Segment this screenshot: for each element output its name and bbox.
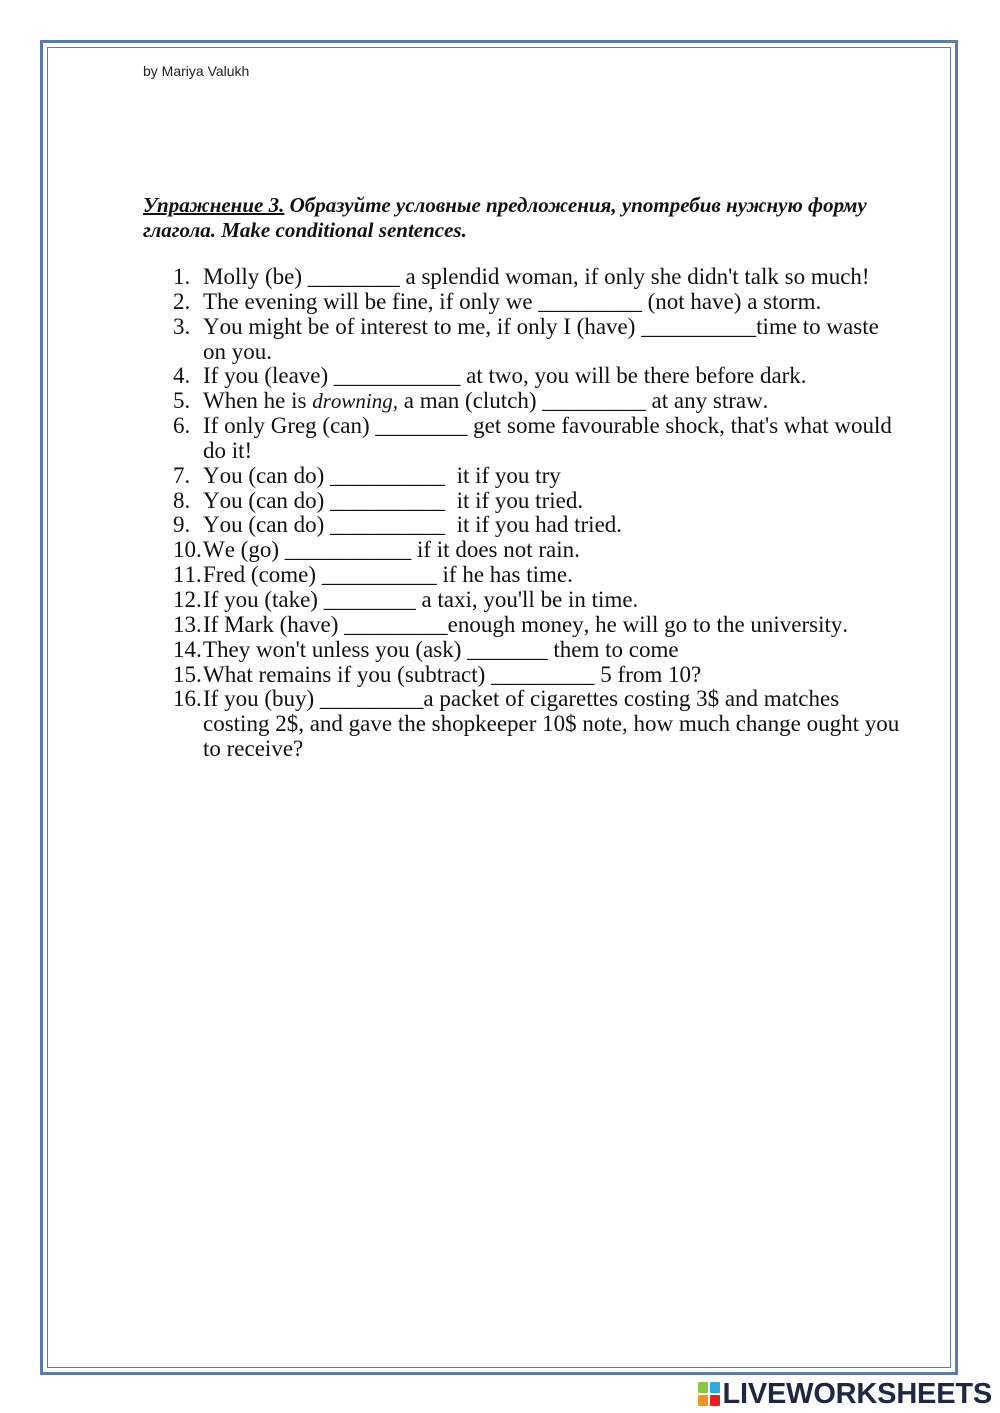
item-text: [203, 414, 892, 464]
item-number: 8.: [173, 487, 191, 513]
item-text: [203, 588, 638, 613]
item-text-line: If Mark (have) _________enough money, he will go to the university.: [203, 611, 849, 637]
exercise-heading-line-1: [143, 193, 867, 218]
item-number: 5.: [173, 388, 191, 414]
item-number: 2.: [173, 288, 191, 314]
liveworksheets-logo-icon: [698, 1382, 720, 1406]
item-number: 3.: [173, 313, 191, 339]
logo-tile: [698, 1395, 708, 1406]
liveworksheets-watermark[interactable]: [698, 1379, 993, 1409]
item-text: [203, 538, 580, 563]
item-text-line: do it!: [203, 437, 253, 463]
item-text-line: They won't unless you (ask) _______ them to come: [203, 636, 679, 662]
logo-tile: [698, 1382, 708, 1393]
item-text: [203, 563, 573, 588]
item-text: [203, 638, 679, 663]
item-text-line: costing 2$, and gave the shopkeeper 10$ note, how much change ought you: [203, 711, 900, 737]
item-text: [203, 663, 701, 688]
item-text: [203, 464, 561, 489]
item-number: 15.: [173, 661, 202, 687]
item-italic-word: drowning,: [312, 389, 398, 414]
item-number: 12.: [173, 586, 202, 612]
item-text: [203, 389, 768, 414]
item-number: 4.: [173, 363, 191, 389]
exercise-item: [173, 588, 899, 613]
item-text-line: to receive?: [203, 736, 304, 762]
liveworksheets-wordmark: LIVEWORKSHEETS: [722, 1378, 992, 1410]
item-text-line: You (can do) __________ it if you tried.: [203, 487, 584, 513]
exercise-instruction-line-2: глагола. Make conditional sentences.: [143, 218, 467, 242]
logo-tile: [710, 1395, 720, 1406]
item-text-line: You might be of interest to me, if only I (have) __________time to waste: [203, 313, 879, 339]
item-text: [203, 364, 807, 389]
item-number: 9.: [173, 512, 191, 538]
exercise-instruction-line-1: Образуйте условные предложения, употребив нужную форму: [289, 193, 867, 217]
item-text-line: [203, 389, 768, 414]
exercise-number-label: Упражнение 3.: [143, 193, 285, 217]
item-number: 14.: [173, 636, 202, 662]
item-text-line: Fred (come) __________ if he has time.: [203, 562, 573, 588]
item-text-line: You (can do) __________ it if you try: [203, 462, 561, 488]
item-text: [203, 315, 879, 365]
item-text: [203, 489, 583, 514]
item-text: [203, 290, 821, 315]
exercise-item: [173, 638, 899, 663]
logo-tile: [710, 1382, 720, 1393]
exercise-item: [173, 538, 899, 563]
item-text-line: If you (buy) _________a packet of cigarettes costing 3$ and matches: [203, 686, 840, 712]
item-number: 11.: [173, 562, 202, 588]
item-text-line: Molly (be) ________ a splendid woman, if only she didn't talk so much!: [203, 264, 870, 289]
item-text-segment: a man (clutch) _________ at any straw.: [397, 388, 769, 414]
item-text-line: We (go) ___________ if it does not rain.: [203, 537, 580, 563]
exercise-item: [173, 364, 899, 389]
exercise-item: [173, 663, 899, 688]
item-number: 6.: [173, 413, 191, 439]
item-number: 13.: [173, 611, 202, 637]
item-number: 7.: [173, 462, 191, 488]
item-text-line: What remains if you (subtract) _________ 5 from 10?: [203, 661, 702, 687]
exercise-heading: [143, 193, 867, 243]
author-byline: by Mariya Valukh: [143, 63, 250, 79]
exercise-item: [173, 489, 899, 514]
item-text-segment: When he is: [203, 388, 313, 414]
exercise-item: [173, 315, 899, 365]
item-text: [203, 513, 622, 538]
exercise-item: [173, 290, 899, 315]
item-number: 1.: [173, 264, 191, 289]
exercise-item: [173, 414, 899, 464]
item-text-line: on you.: [203, 338, 272, 364]
item-text-line: If only Greg (can) ________ get some favourable shock, that's what would: [203, 413, 892, 439]
item-text: [203, 265, 870, 290]
exercise-item: [173, 563, 899, 588]
item-text-line: If you (take) ________ a taxi, you'll be in time.: [203, 586, 639, 612]
item-number: 16.: [173, 686, 202, 712]
item-text-line: The evening will be fine, if only we _________ (not have) a storm.: [203, 288, 822, 314]
item-number: 10.: [173, 537, 202, 563]
item-text-line: If you (leave) ___________ at two, you will be there before dark.: [203, 363, 807, 389]
item-text-line: You (can do) __________ it if you had tried.: [203, 512, 623, 538]
exercise-item: [173, 687, 899, 762]
exercise-item: [173, 389, 899, 414]
exercise-item: [173, 464, 899, 489]
exercise-item: [173, 513, 899, 538]
exercise-item: [173, 613, 899, 638]
exercise-list: [173, 265, 899, 762]
exercise-item: [173, 265, 899, 290]
item-text: [203, 613, 848, 638]
item-text: [203, 687, 899, 762]
